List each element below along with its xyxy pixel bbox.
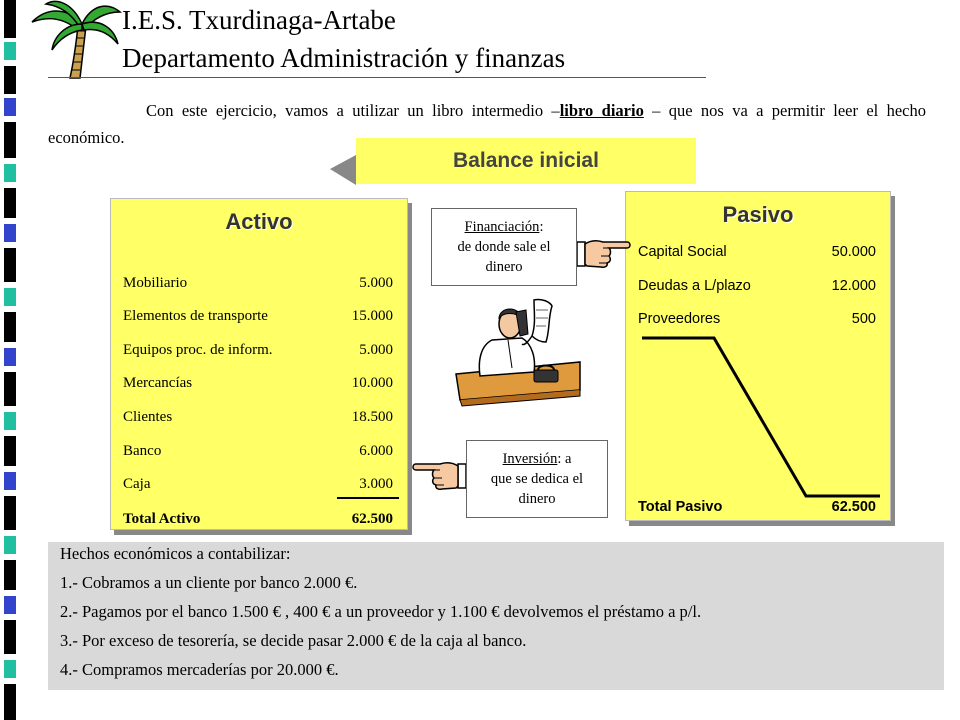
- activo-row: [123, 342, 393, 359]
- activo-row-value: 10.000: [351, 375, 393, 391]
- financiacion-key: Financiación: [464, 219, 540, 235]
- financiacion-line1: [432, 217, 576, 237]
- banner-label: Balance inicial: [453, 149, 599, 172]
- activo-total-label: Total Activo: [123, 511, 201, 527]
- activo-row-value: 15.000: [351, 308, 393, 324]
- activo-panel: [110, 198, 408, 530]
- pointing-hand-icon: [577, 236, 631, 270]
- decorative-left-strip: [0, 0, 20, 720]
- activo-row-label: Mobiliario: [123, 275, 188, 291]
- activo-heading: Activo: [225, 209, 293, 234]
- activo-row-label: Clientes: [123, 409, 173, 425]
- activo-row-value: 18.500: [351, 409, 393, 425]
- activo-row-value: 5.000: [359, 342, 393, 358]
- telephone-man-clipart: [452, 296, 584, 408]
- activo-total-value: 62.500: [351, 511, 393, 527]
- palm-tree-icon: [26, 0, 122, 80]
- hechos-economicos-box: [48, 542, 944, 690]
- balance-inicial-banner: [356, 138, 696, 184]
- activo-sum-line: [337, 497, 399, 499]
- inversion-rest: : a: [557, 451, 572, 467]
- activo-row: [123, 476, 393, 493]
- pointing-hand-icon: [412, 458, 466, 492]
- header-divider: [48, 77, 706, 78]
- pasivo-panel: [625, 191, 891, 521]
- financiacion-callout: [431, 208, 577, 286]
- activo-row-label: Banco: [123, 443, 162, 459]
- financiacion-rest: :: [539, 219, 544, 235]
- inversion-line2: que se dedica el: [490, 471, 584, 487]
- pasivo-z-line: [626, 192, 892, 522]
- header-department: Departamento Administración y finanzas: [122, 43, 566, 73]
- pasivo-row-label: Deudas a L/plazo: [638, 278, 751, 294]
- activo-total-row: [123, 511, 393, 528]
- activo-row-label: Equipos proc. de inform.: [123, 342, 273, 358]
- pasivo-row-value: 50.000: [831, 244, 876, 260]
- activo-row: [123, 375, 393, 392]
- intro-text-part2: – que nos va a permitir leer el hecho económico.: [48, 101, 926, 147]
- hechos-item: 4.- Compramos mercaderías por 20.000 €.: [60, 660, 339, 679]
- pasivo-total-row: [638, 499, 876, 515]
- inversion-line3: dinero: [518, 491, 556, 507]
- hechos-item: 2.- Pagamos por el banco 1.500 € , 400 € a un proveedor y 1.100 € devolvemos el préstamo a p/l.: [60, 602, 702, 621]
- activo-row-value: 3.000: [359, 476, 393, 492]
- activo-row: [123, 275, 393, 292]
- hechos-title: Hechos económicos a contabilizar:: [60, 544, 291, 563]
- activo-row-value: 6.000: [359, 443, 393, 459]
- inversion-line1: [467, 449, 607, 469]
- hechos-item: 3.- Por exceso de tesorería, se decide pasar 2.000 € de la caja al banco.: [60, 631, 527, 650]
- pasivo-row-label: Capital Social: [638, 244, 727, 260]
- hechos-item: 1.- Cobramos a un cliente por banco 2.000 €.: [60, 573, 358, 592]
- pasivo-row-value: 500: [851, 311, 876, 327]
- pasivo-total-label: Total Pasivo: [638, 499, 723, 515]
- activo-row-label: Caja: [123, 476, 151, 492]
- pasivo-heading: Pasivo: [722, 202, 794, 227]
- inversion-callout: [466, 440, 608, 518]
- inversion-key: Inversión: [502, 451, 558, 467]
- activo-row: [123, 443, 393, 460]
- financiacion-line3: dinero: [485, 259, 523, 275]
- header-school-name: I.E.S. Txurdinaga-Artabe: [122, 5, 396, 35]
- activo-row: [123, 409, 393, 426]
- pasivo-row-label: Proveedores: [638, 311, 721, 327]
- pasivo-row-value: 12.000: [831, 278, 876, 294]
- financiacion-line2: de donde sale el: [457, 239, 551, 255]
- pasivo-total-value: 62.500: [831, 499, 876, 515]
- activo-row-label: Elementos de transporte: [123, 308, 268, 324]
- activo-row-value: 5.000: [359, 275, 393, 291]
- intro-key-term: libro diario: [559, 101, 644, 120]
- activo-row-label: Mercancías: [123, 375, 193, 391]
- activo-row: [123, 308, 393, 325]
- intro-text-part1: Con este ejercicio, vamos a utilizar un libro intermedio –: [146, 101, 560, 120]
